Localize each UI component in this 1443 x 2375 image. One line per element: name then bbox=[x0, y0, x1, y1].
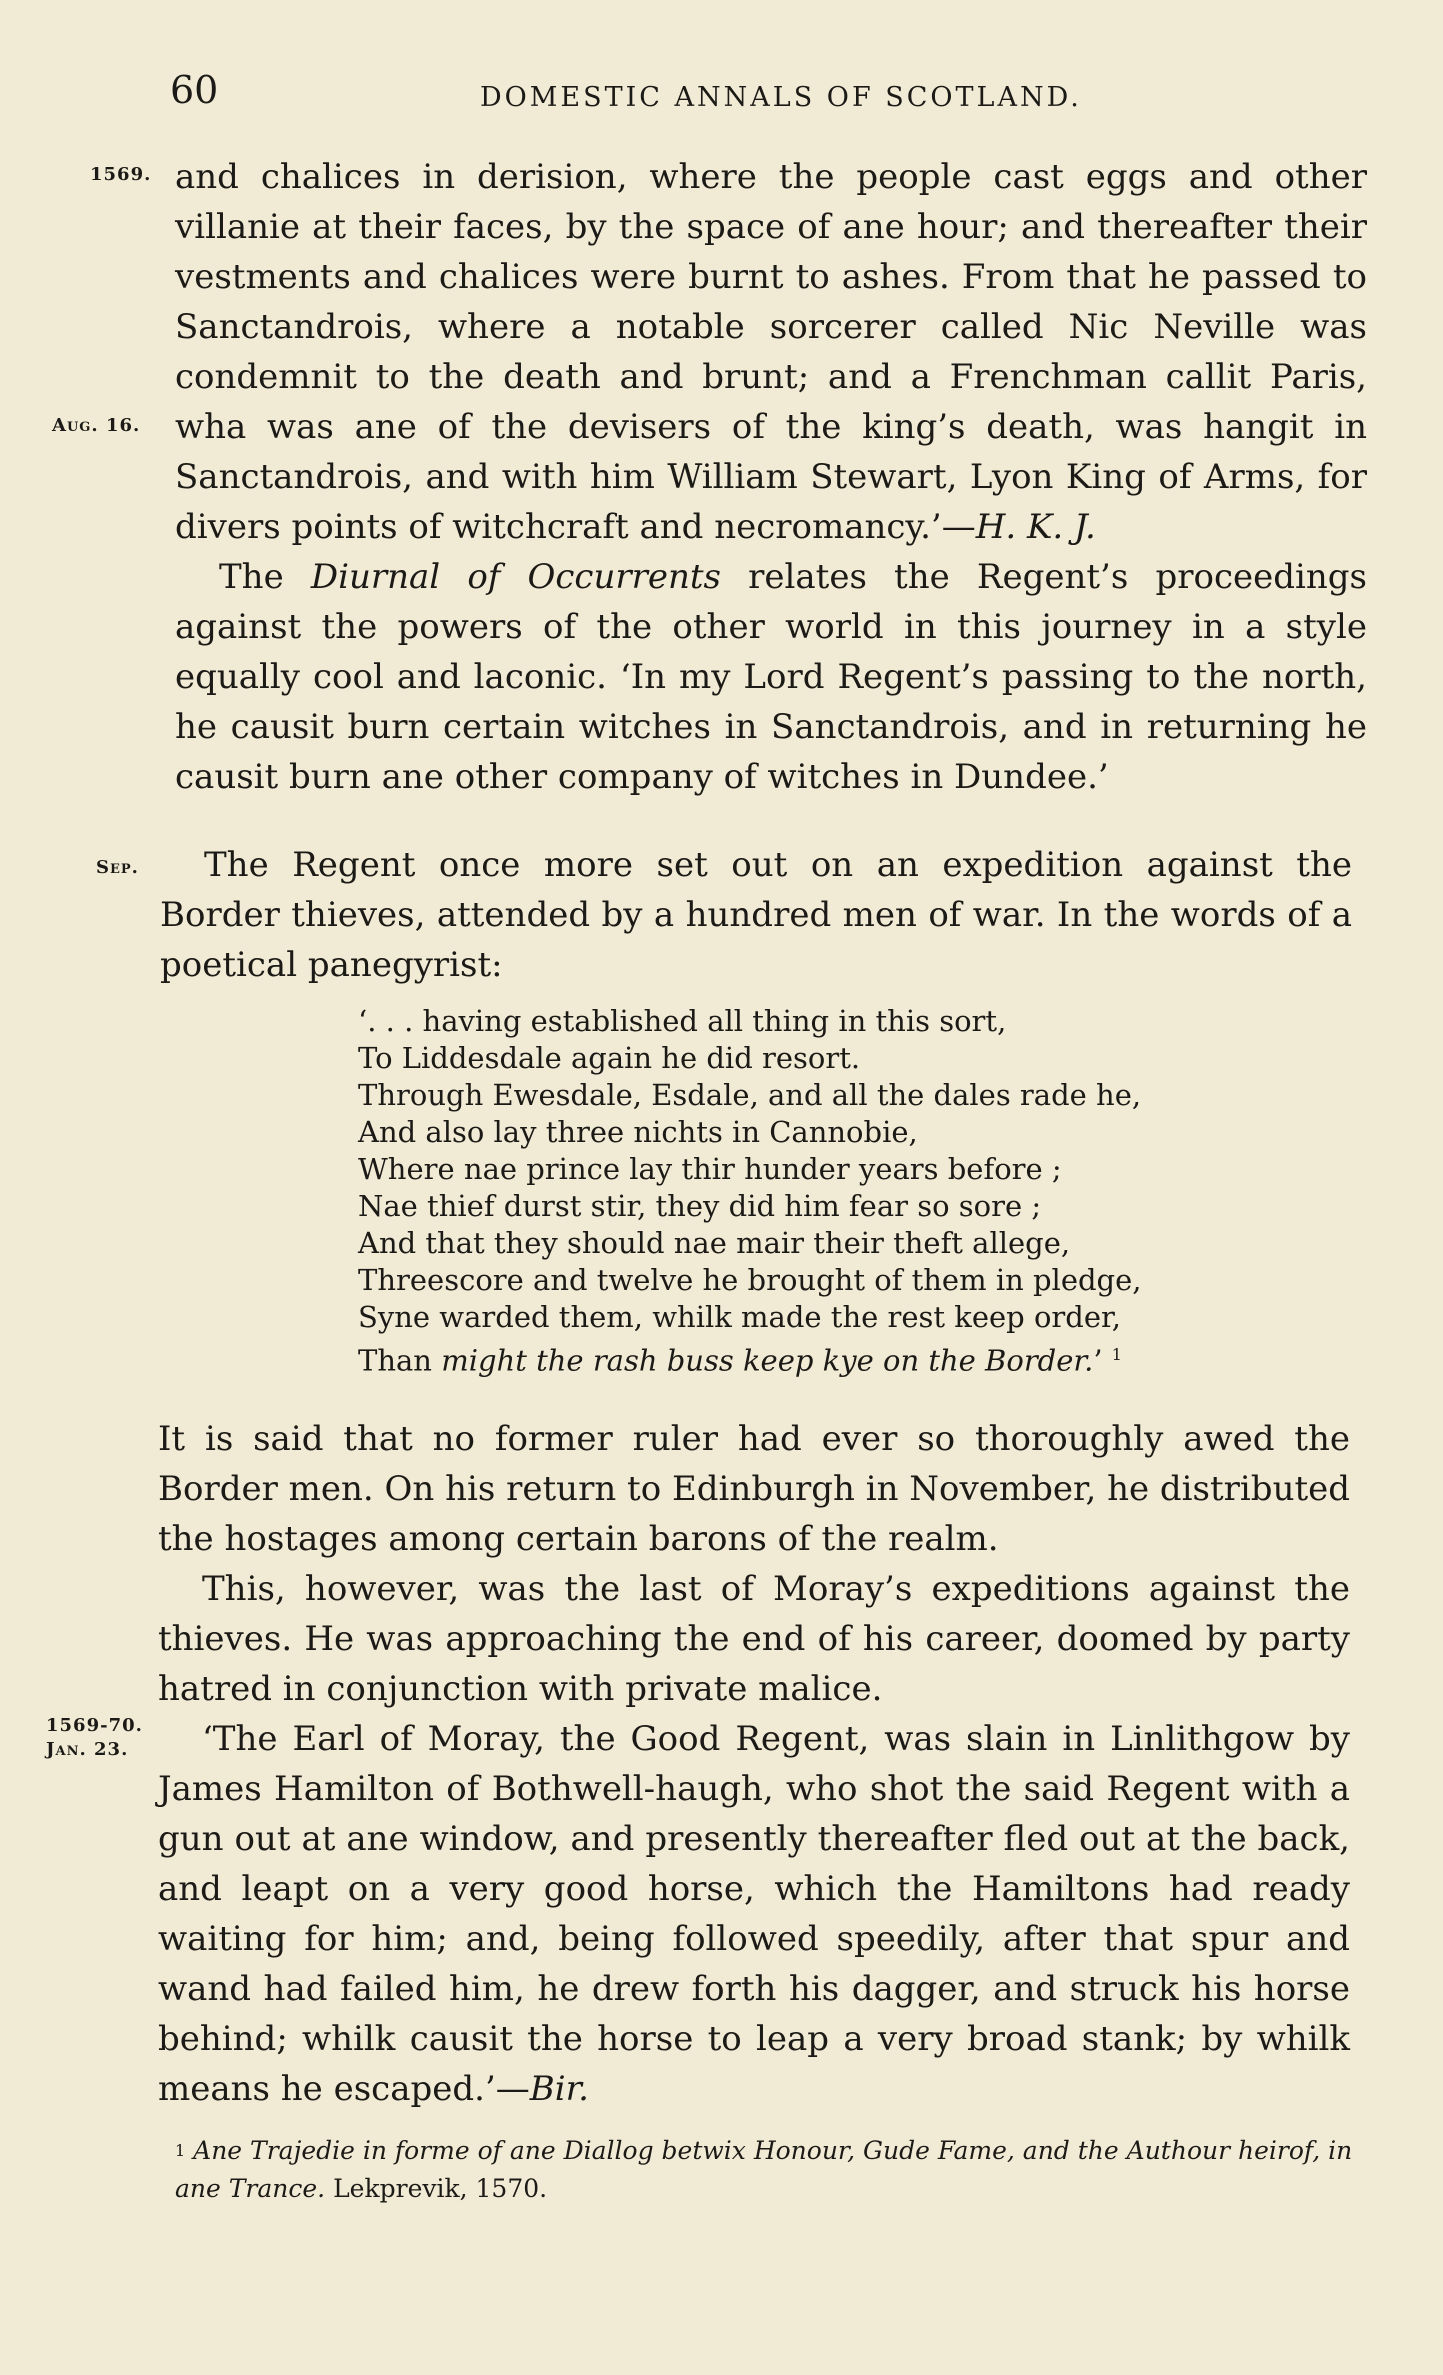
paragraph-text: and chalices in derision, where the people cast eggs and other villanie at their faces, by the space of ane hour; and thereafter their vestments and chalices were burnt to ashes. From that he passed to Sanctandrois, where a notable sorcerer called Nic Neville was condemnit to the death and brunt; and a Frenchman callit Paris, wha was ane of the devisers of the king’s death, was hangit in Sanctandrois, and with him William Stewart, Lyon King of Arms, for divers points of witchcraft and necromancy.’— bbox=[175, 157, 1367, 547]
poem-italic-text: might the rash buss keep kye on the Border. bbox=[441, 1343, 1094, 1378]
poem-line: Nae thief durst stir, they did him fear so sore ; bbox=[358, 1189, 1042, 1223]
poem-line: Threescore and twelve he brought of them in pledge, bbox=[358, 1263, 1142, 1297]
margin-note-year: 1569. bbox=[90, 164, 152, 185]
footnote-text: Lekprevik, 1570. bbox=[325, 2174, 548, 2203]
text-block-3 bbox=[158, 1414, 1350, 2114]
poem-text: ’ bbox=[1093, 1343, 1103, 1378]
source-citation: H. K. J. bbox=[975, 507, 1096, 547]
paragraph: The Regent once more set out on an expedition against the Border thieves, attended by a hundred men of war. In the words of a poetical panegyrist: bbox=[160, 845, 1352, 985]
poem-line bbox=[358, 1336, 1278, 1380]
footnote-number: 1 bbox=[175, 2141, 186, 2160]
paragraph-text: The bbox=[219, 557, 311, 597]
text-block-1 bbox=[175, 152, 1367, 802]
margin-note-date: Aug. 16. bbox=[52, 415, 141, 436]
poem-line: Through Ewesdale, Esdale, and all the dales rade he, bbox=[358, 1078, 1142, 1112]
source-citation: Bir. bbox=[529, 2069, 589, 2109]
paragraph bbox=[175, 152, 1367, 552]
text-block-2 bbox=[160, 840, 1352, 990]
paragraph-text: relates the Regent’s proceedings against the powers of the other world in this journey in a style equally cool and laconic. ‘In my Lord Regent’s passing to the north, he causit burn certain witches in Sanctandrois, and in returning he causit burn ane other company of witches in Dundee.’ bbox=[175, 557, 1367, 797]
work-title: Diurnal of Occurrents bbox=[310, 557, 722, 597]
poem-line: Where nae prince lay thir hunder years before ; bbox=[358, 1152, 1062, 1186]
paragraph bbox=[158, 1714, 1350, 2114]
page-header bbox=[0, 68, 1443, 128]
margin-note-date-jan: Jan. 23. bbox=[46, 1739, 129, 1760]
poem-line: ‘. . . having established all thing in this sort, bbox=[358, 1004, 1007, 1038]
running-title: DOMESTIC ANNALS OF SCOTLAND. bbox=[480, 82, 1082, 113]
margin-note-year-range: 1569-70. bbox=[46, 1715, 143, 1736]
poem-line: To Liddesdale again he did resort. bbox=[358, 1041, 861, 1075]
paragraph: This, however, was the last of Moray’s expeditions against the thieves. He was approaching the end of his career, doomed by party hatred in conjunction with private malice. bbox=[158, 1569, 1350, 1709]
poem-line: And that they should nae mair their theft allege, bbox=[358, 1226, 1071, 1260]
poem-line: And also lay three nichts in Cannobie, bbox=[358, 1115, 918, 1149]
paragraph bbox=[175, 552, 1367, 802]
footnote bbox=[175, 2132, 1355, 2208]
margin-note-month: Sep. bbox=[96, 857, 139, 878]
poem-line: Syne warded them, whilk made the rest keep order, bbox=[358, 1300, 1121, 1334]
poem-quotation bbox=[358, 1003, 1278, 1380]
footnote-title: Ane Trajedie in forme of ane Diallog betwix Honour, Gude Fame, and the Authour heirof, in ane Trance. bbox=[175, 2136, 1353, 2203]
footnote-marker: 1 bbox=[1111, 1345, 1122, 1364]
page-number: 60 bbox=[170, 68, 219, 112]
paragraph-text: ‘The Earl of Moray, the Good Regent, was slain in Linlithgow by James Hamilton of Bothwell-haugh, who shot the said Regent with a gun out at ane window, and presently thereafter fled out at the back, and leapt on a very good horse, which the Hamiltons had ready waiting for him; and, being followed speedily, after that spur and wand had failed him, he drew forth his dagger, and struck his horse behind; whilk causit the horse to leap a very broad stank; by whilk means he escaped.’— bbox=[158, 1719, 1350, 2109]
paragraph: It is said that no former ruler had ever so thoroughly awed the Border men. On his return to Edinburgh in November, he distributed the hostages among certain barons of the realm. bbox=[158, 1419, 1351, 1559]
poem-text: Than bbox=[358, 1343, 442, 1378]
